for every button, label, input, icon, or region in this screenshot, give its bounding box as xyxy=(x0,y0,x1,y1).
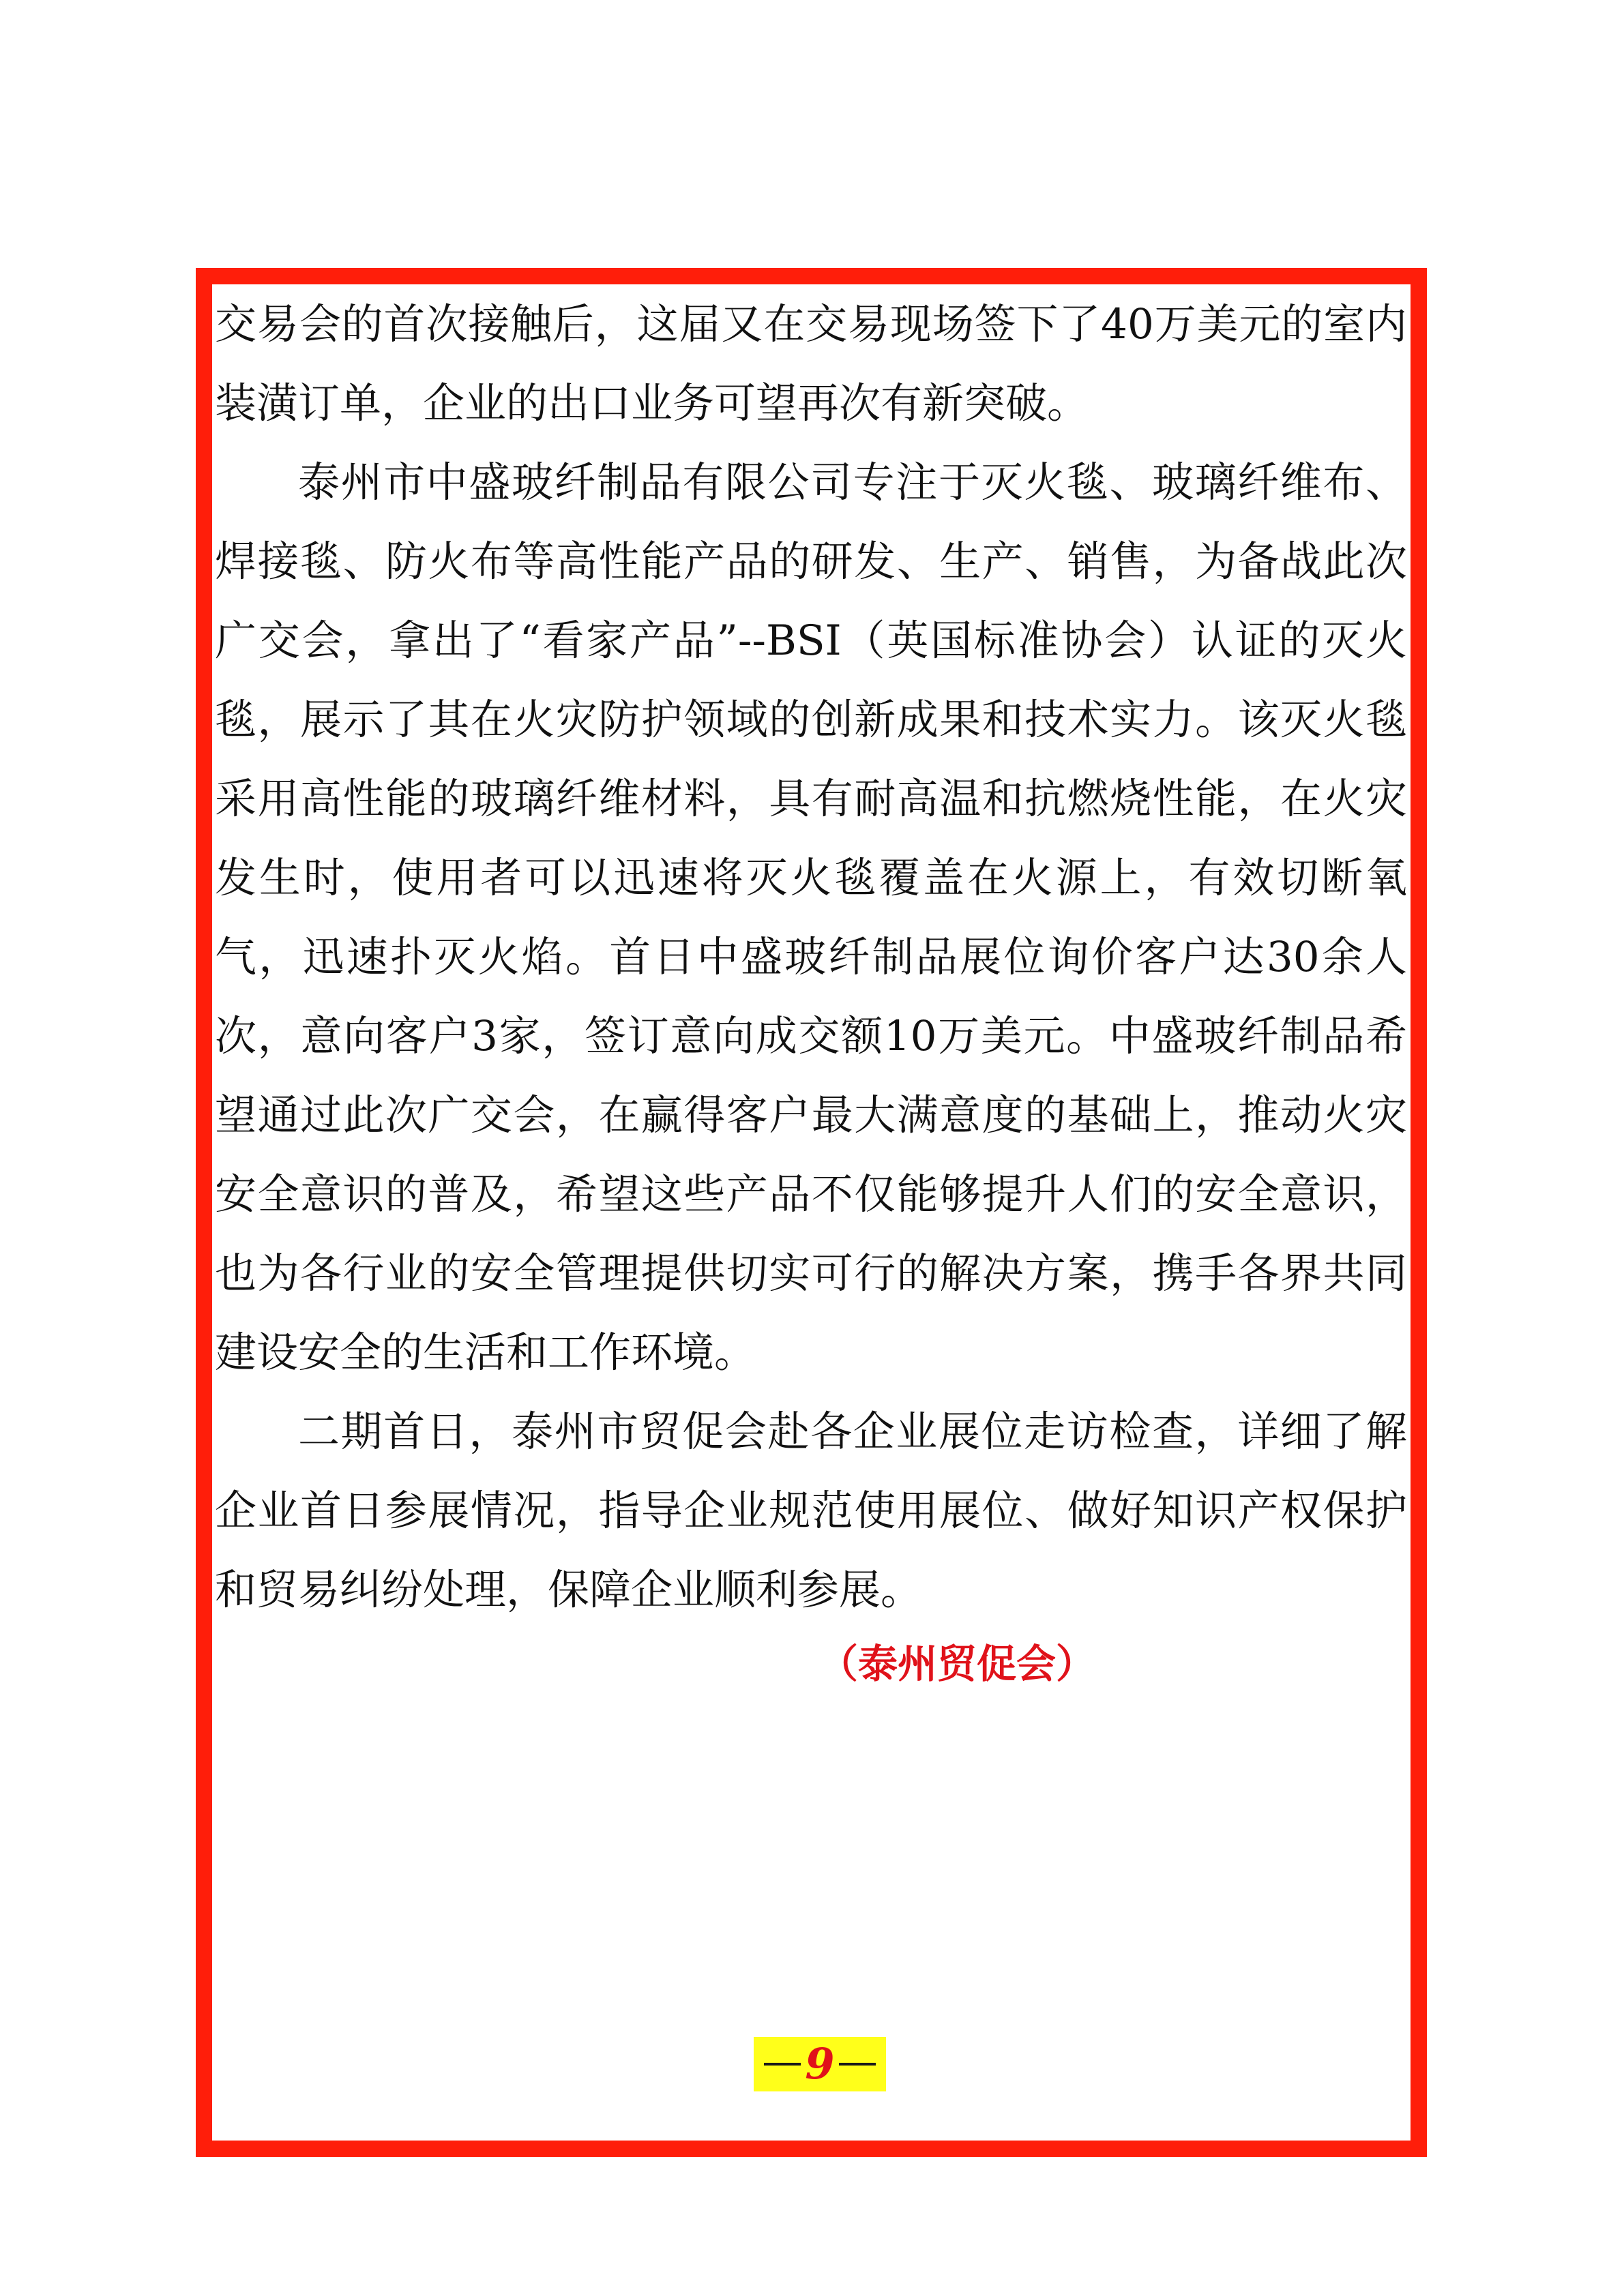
article-signature: （泰州贸促会） xyxy=(818,1641,1096,1687)
right-dash-decoration xyxy=(839,2063,876,2066)
left-dash-decoration xyxy=(764,2063,801,2066)
paragraph-1: 交易会的首次接触后，这届又在交易现场签下了40万美元的室内装潢订单，企业的出口业务可望再次有新突破。 xyxy=(215,300,1407,428)
paragraph-3: 二期首日，泰州市贸促会赴各企业展位走访检查，详细了解企业首日参展情况，指导企业规范使用展位、做好知识产权保护和贸易纠纷处理，保障企业顺利参展。 xyxy=(215,1407,1407,1614)
paragraph-2: 泰州市中盛玻纤制品有限公司专注于灭火毯、玻璃纤维布、焊接毯、防火布等高性能产品的研发、生产、销售，为备战此次广交会，拿出了“看家产品”--BSI（英国标准协会）认证的灭火毯，展示了其在火灾防护领域的创新成果和技术实力。该灭火毯采用高性能的玻璃纤维材料，具有耐高温和抗燃烧性能，在火灾发生时，使用者可以迅速将灭火毯覆盖在火源上，有效切断氧气，迅速扑灭火焰。首日中盛玻纤制品展位询价客户达30余人次，意向客户3家，签订意向成交额10万美元。中盛玻纤制品希望通过此次广交会，在赢得客户最大满意度的基础上，推动火灾安全意识的普及，希望这些产品不仅能够提升人们的安全意识，也为各行业的安全管理提供切实可行的解决方案，携手各界共同建设安全的生活和工作环境。 xyxy=(215,458,1407,1377)
article-body xyxy=(215,285,1407,1630)
page-number-badge xyxy=(754,2037,886,2091)
page-number: 9 xyxy=(805,2039,835,2089)
